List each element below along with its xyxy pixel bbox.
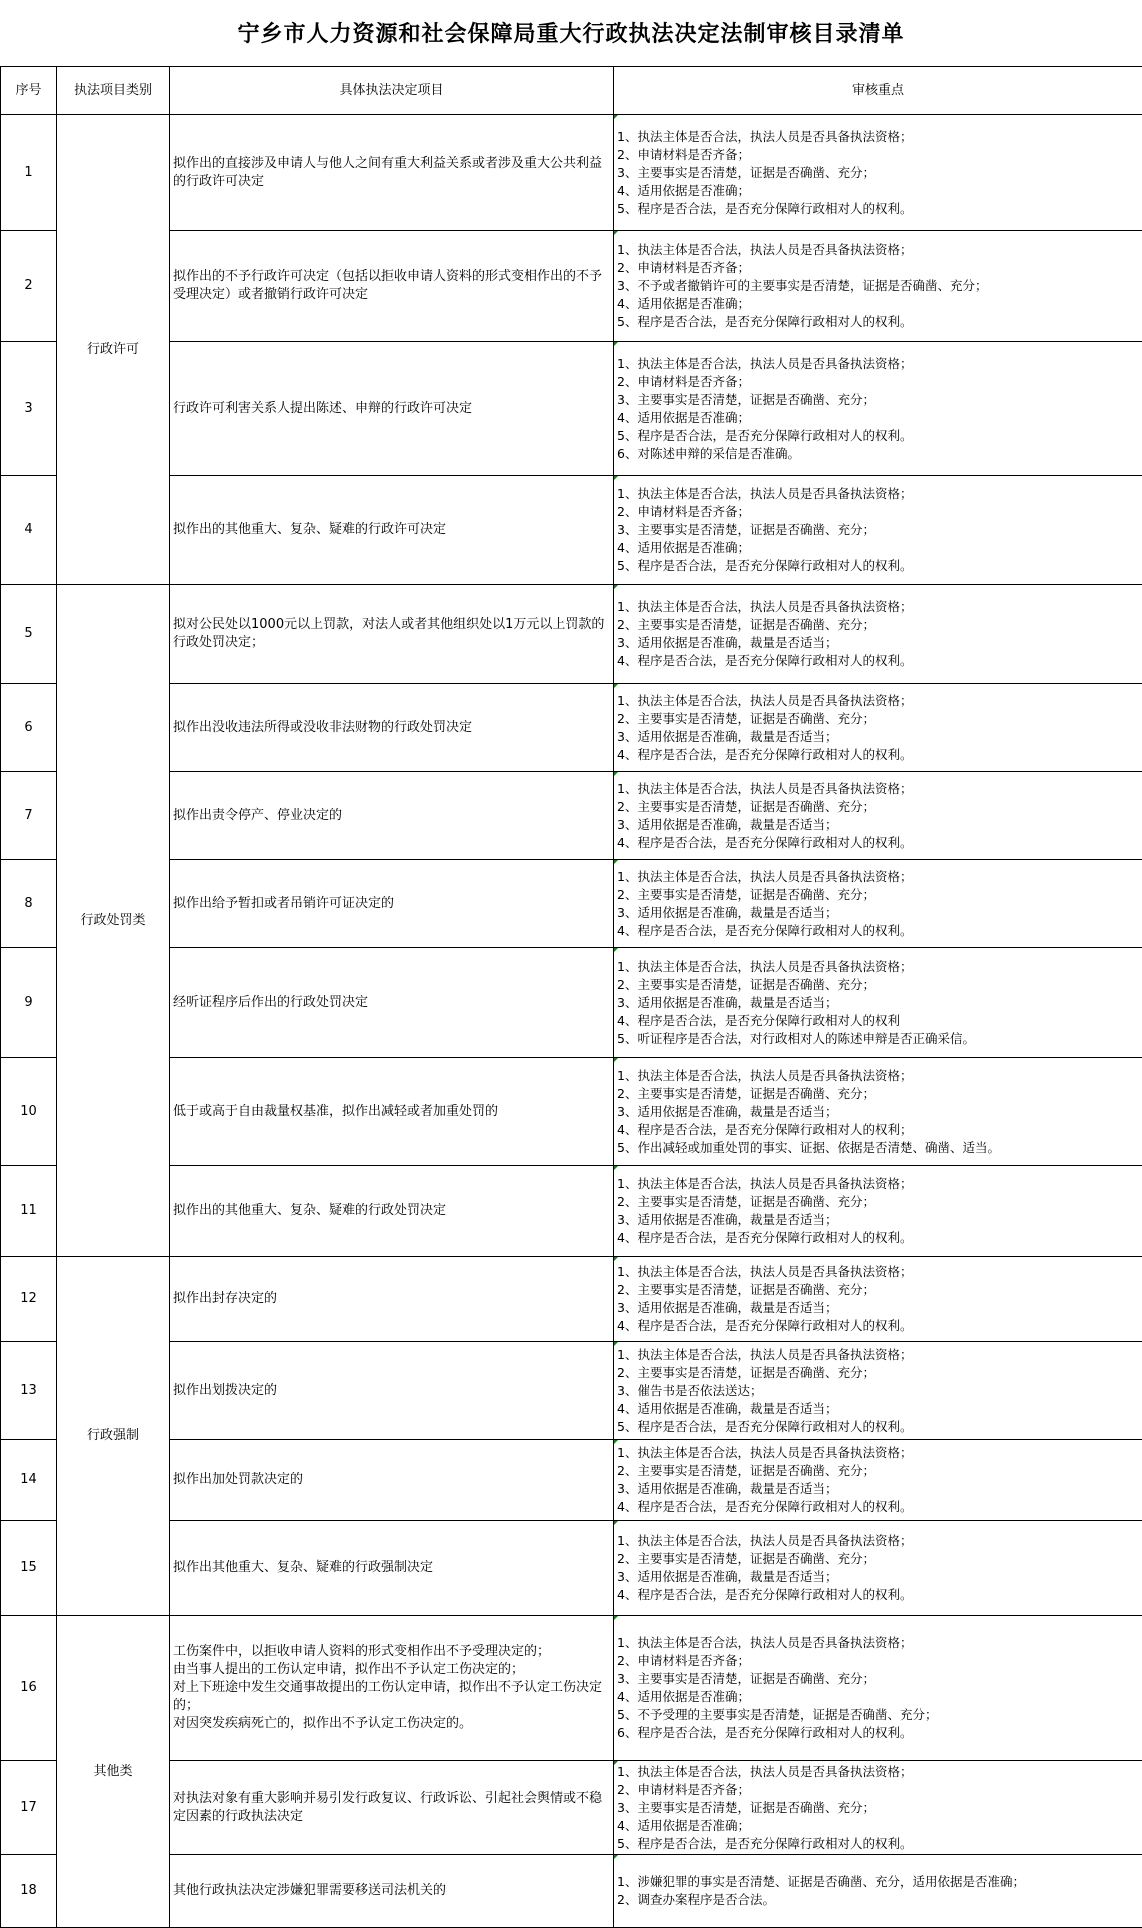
row-number: 15 xyxy=(1,1521,57,1616)
decision-item-cell xyxy=(170,1257,614,1342)
row-number: 14 xyxy=(1,1440,57,1521)
decision-item-text: 拟作出的不予行政许可决定（包括以拒收申请人资料的形式变相作出的不予受理决定）或者撤销行政许可决定 xyxy=(173,268,610,304)
page-title: 宁乡市人力资源和社会保障局重大行政执法决定法制审核目录清单 xyxy=(0,0,1142,66)
review-focus-line: 5、听证程序是否合法，对行政相对人的陈述申辩是否正确采信。 xyxy=(617,1030,1139,1048)
decision-item-cell xyxy=(170,476,614,585)
table-body xyxy=(1,115,1142,1928)
decision-item-text: 拟作出封存决定的 xyxy=(173,1290,610,1308)
decision-item-cell xyxy=(170,342,614,476)
header-category: 执法项目类别 xyxy=(57,67,170,115)
review-focus-line: 2、申请材料是否齐备； xyxy=(617,503,1139,521)
row-number: 9 xyxy=(1,948,57,1058)
decision-item-cell xyxy=(170,1440,614,1521)
review-focus-line: 2、申请材料是否齐备； xyxy=(617,1652,1139,1670)
review-focus-line: 4、适用依据是否准确； xyxy=(617,409,1139,427)
table-row xyxy=(1,1440,1142,1521)
row-number: 3 xyxy=(1,342,57,476)
header-no: 序号 xyxy=(1,67,57,115)
table-row xyxy=(1,342,1142,476)
review-focus-line: 1、执法主体是否合法，执法人员是否具备执法资格； xyxy=(617,1634,1139,1652)
review-focus-line: 4、程序是否合法，是否充分保障行政相对人的权利。 xyxy=(617,922,1139,940)
row-number: 11 xyxy=(1,1166,57,1257)
category-cell: 其他类 xyxy=(57,1616,170,1928)
review-focus-line: 3、主要事实是否清楚，证据是否确凿、充分； xyxy=(617,521,1139,539)
decision-item-cell xyxy=(170,684,614,772)
review-focus-line: 1、执法主体是否合法，执法人员是否具备执法资格； xyxy=(617,241,1139,259)
review-focus-line: 2、申请材料是否齐备； xyxy=(617,1781,1139,1799)
table-row xyxy=(1,1855,1142,1928)
review-focus-line: 6、程序是否合法，是否充分保障行政相对人的权利。 xyxy=(617,1724,1139,1742)
row-number: 7 xyxy=(1,772,57,860)
decision-item-text: 对因突发疾病死亡的，拟作出不予认定工伤决定的。 xyxy=(173,1715,610,1733)
review-focus-line: 1、执法主体是否合法，执法人员是否具备执法资格； xyxy=(617,1346,1139,1364)
table-row xyxy=(1,860,1142,948)
review-focus-line: 3、适用依据是否准确，裁量是否适当； xyxy=(617,1299,1139,1317)
review-focus-cell xyxy=(614,1521,1142,1616)
review-focus-line: 3、适用依据是否准确，裁量是否适当； xyxy=(617,1480,1139,1498)
decision-item-text: 拟作出的其他重大、复杂、疑难的行政许可决定 xyxy=(173,521,610,539)
review-focus-line: 1、执法主体是否合法，执法人员是否具备执法资格； xyxy=(617,485,1139,503)
review-focus-line: 5、程序是否合法，是否充分保障行政相对人的权利。 xyxy=(617,1835,1139,1853)
review-focus-line: 4、程序是否合法，是否充分保障行政相对人的权利 xyxy=(617,1012,1139,1030)
table-row xyxy=(1,1761,1142,1855)
decision-item-cell xyxy=(170,1342,614,1440)
review-focus-line: 5、程序是否合法，是否充分保障行政相对人的权利。 xyxy=(617,313,1139,331)
review-focus-line: 4、程序是否合法，是否充分保障行政相对人的权利。 xyxy=(617,652,1139,670)
table-row xyxy=(1,772,1142,860)
review-focus-line: 3、适用依据是否准确，裁量是否适当； xyxy=(617,1211,1139,1229)
review-focus-line: 2、主要事实是否清楚，证据是否确凿、充分； xyxy=(617,710,1139,728)
row-number: 4 xyxy=(1,476,57,585)
row-number: 1 xyxy=(1,115,57,231)
row-number: 17 xyxy=(1,1761,57,1855)
decision-item-text: 拟作出其他重大、复杂、疑难的行政强制决定 xyxy=(173,1559,610,1577)
table-row xyxy=(1,948,1142,1058)
decision-item-text: 对执法对象有重大影响并易引发行政复议、行政诉讼、引起社会舆情或不稳定因素的行政执法决定 xyxy=(173,1790,610,1826)
category-cell: 行政处罚类 xyxy=(57,585,170,1257)
review-focus-line: 1、执法主体是否合法，执法人员是否具备执法资格； xyxy=(617,598,1139,616)
review-focus-line: 1、执法主体是否合法，执法人员是否具备执法资格； xyxy=(617,1175,1139,1193)
decision-item-text: 行政许可利害关系人提出陈述、申辩的行政许可决定 xyxy=(173,400,610,418)
decision-item-cell xyxy=(170,1521,614,1616)
table-row xyxy=(1,1058,1142,1166)
review-focus-cell xyxy=(614,684,1142,772)
decision-item-cell xyxy=(170,585,614,684)
table-row xyxy=(1,1342,1142,1440)
decision-item-cell xyxy=(170,1855,614,1928)
review-focus-cell xyxy=(614,948,1142,1058)
decision-item-text: 经听证程序后作出的行政处罚决定 xyxy=(173,994,610,1012)
review-focus-line: 4、适用依据是否准确； xyxy=(617,295,1139,313)
decision-item-cell xyxy=(170,860,614,948)
review-focus-line: 3、适用依据是否准确，裁量是否适当； xyxy=(617,1103,1139,1121)
review-focus-line: 3、主要事实是否清楚，证据是否确凿、充分； xyxy=(617,164,1139,182)
decision-item-cell xyxy=(170,772,614,860)
review-focus-line: 5、程序是否合法，是否充分保障行政相对人的权利。 xyxy=(617,1418,1139,1436)
review-focus-line: 1、执法主体是否合法，执法人员是否具备执法资格； xyxy=(617,780,1139,798)
review-focus-line: 4、程序是否合法，是否充分保障行政相对人的权利。 xyxy=(617,1586,1139,1604)
decision-item-text: 拟对公民处以1000元以上罚款，对法人或者其他组织处以1万元以上罚款的行政处罚决定； xyxy=(173,616,610,652)
review-focus-line: 4、适用依据是否准确； xyxy=(617,539,1139,557)
table-row xyxy=(1,1166,1142,1257)
table-row xyxy=(1,1616,1142,1761)
row-number: 13 xyxy=(1,1342,57,1440)
review-catalog-table xyxy=(0,66,1142,1928)
review-focus-line: 6、对陈述申辩的采信是否准确。 xyxy=(617,445,1139,463)
review-focus-cell xyxy=(614,115,1142,231)
review-focus-line: 4、程序是否合法，是否充分保障行政相对人的权利。 xyxy=(617,1317,1139,1335)
review-focus-line: 4、适用依据是否准确； xyxy=(617,1817,1139,1835)
header-item: 具体执法决定项目 xyxy=(170,67,614,115)
row-number: 6 xyxy=(1,684,57,772)
row-number: 2 xyxy=(1,231,57,342)
review-focus-line: 1、执法主体是否合法，执法人员是否具备执法资格； xyxy=(617,355,1139,373)
review-focus-line: 5、程序是否合法，是否充分保障行政相对人的权利。 xyxy=(617,557,1139,575)
table-header-row xyxy=(1,67,1142,115)
decision-item-text: 拟作出责令停产、停业决定的 xyxy=(173,807,610,825)
row-number: 10 xyxy=(1,1058,57,1166)
review-focus-line: 2、主要事实是否清楚，证据是否确凿、充分； xyxy=(617,1550,1139,1568)
review-focus-line: 2、主要事实是否清楚，证据是否确凿、充分； xyxy=(617,976,1139,994)
decision-item-text: 工伤案件中，以拒收申请人资料的形式变相作出不予受理决定的； xyxy=(173,1643,610,1661)
review-focus-line: 1、执法主体是否合法，执法人员是否具备执法资格； xyxy=(617,1067,1139,1085)
decision-item-cell xyxy=(170,1166,614,1257)
decision-item-text: 拟作出的其他重大、复杂、疑难的行政处罚决定 xyxy=(173,1202,610,1220)
review-focus-line: 1、执法主体是否合法，执法人员是否具备执法资格； xyxy=(617,1444,1139,1462)
review-focus-line: 3、不予或者撤销许可的主要事实是否清楚，证据是否确凿、充分； xyxy=(617,277,1139,295)
review-focus-line: 3、催告书是否依法送达； xyxy=(617,1382,1139,1400)
review-focus-line: 5、不予受理的主要事实是否清楚，证据是否确凿、充分； xyxy=(617,1706,1139,1724)
review-focus-line: 4、程序是否合法，是否充分保障行政相对人的权利； xyxy=(617,1121,1139,1139)
review-focus-line: 3、主要事实是否清楚，证据是否确凿、充分； xyxy=(617,1799,1139,1817)
review-focus-line: 1、执法主体是否合法，执法人员是否具备执法资格； xyxy=(617,692,1139,710)
review-focus-line: 3、适用依据是否准确，裁量是否适当； xyxy=(617,634,1139,652)
decision-item-text: 拟作出的直接涉及申请人与他人之间有重大利益关系或者涉及重大公共利益的行政许可决定 xyxy=(173,155,610,191)
review-focus-line: 5、程序是否合法，是否充分保障行政相对人的权利。 xyxy=(617,200,1139,218)
review-focus-line: 2、主要事实是否清楚，证据是否确凿、充分； xyxy=(617,1193,1139,1211)
review-focus-line: 2、主要事实是否清楚，证据是否确凿、充分； xyxy=(617,798,1139,816)
table-row xyxy=(1,684,1142,772)
review-focus-line: 5、程序是否合法，是否充分保障行政相对人的权利。 xyxy=(617,427,1139,445)
review-focus-cell xyxy=(614,1342,1142,1440)
review-focus-cell xyxy=(614,585,1142,684)
decision-item-cell xyxy=(170,115,614,231)
table-row xyxy=(1,1257,1142,1342)
review-focus-line: 3、适用依据是否准确，裁量是否适当； xyxy=(617,904,1139,922)
review-focus-cell xyxy=(614,1761,1142,1855)
review-focus-line: 4、程序是否合法，是否充分保障行政相对人的权利。 xyxy=(617,746,1139,764)
review-focus-line: 1、执法主体是否合法，执法人员是否具备执法资格； xyxy=(617,958,1139,976)
decision-item-text: 拟作出给予暂扣或者吊销许可证决定的 xyxy=(173,895,610,913)
review-focus-line: 3、主要事实是否清楚，证据是否确凿、充分； xyxy=(617,391,1139,409)
decision-item-text: 低于或高于自由裁量权基准，拟作出减轻或者加重处罚的 xyxy=(173,1103,610,1121)
category-cell: 行政强制 xyxy=(57,1257,170,1616)
table-row xyxy=(1,115,1142,231)
review-focus-line: 2、申请材料是否齐备； xyxy=(617,259,1139,277)
review-focus-cell xyxy=(614,772,1142,860)
review-focus-cell xyxy=(614,476,1142,585)
decision-item-text: 对上下班途中发生交通事故提出的工伤认定申请，拟作出不予认定工伤决定的； xyxy=(173,1679,610,1715)
review-focus-line: 2、主要事实是否清楚，证据是否确凿、充分； xyxy=(617,1281,1139,1299)
review-focus-line: 4、程序是否合法，是否充分保障行政相对人的权利。 xyxy=(617,834,1139,852)
review-focus-line: 4、程序是否合法，是否充分保障行政相对人的权利。 xyxy=(617,1229,1139,1247)
review-focus-cell xyxy=(614,231,1142,342)
review-focus-cell xyxy=(614,1440,1142,1521)
review-focus-line: 2、主要事实是否清楚，证据是否确凿、充分； xyxy=(617,1364,1139,1382)
row-number: 18 xyxy=(1,1855,57,1928)
review-focus-line: 1、执法主体是否合法，执法人员是否具备执法资格； xyxy=(617,1763,1139,1781)
table-row xyxy=(1,1521,1142,1616)
review-focus-cell xyxy=(614,860,1142,948)
review-focus-line: 1、执法主体是否合法，执法人员是否具备执法资格； xyxy=(617,1263,1139,1281)
review-focus-line: 3、主要事实是否清楚，证据是否确凿、充分； xyxy=(617,1670,1139,1688)
review-focus-line: 3、适用依据是否准确，裁量是否适当； xyxy=(617,1568,1139,1586)
decision-item-text: 拟作出加处罚款决定的 xyxy=(173,1471,610,1489)
table-row xyxy=(1,585,1142,684)
row-number: 12 xyxy=(1,1257,57,1342)
review-focus-line: 4、适用依据是否准确； xyxy=(617,1688,1139,1706)
review-focus-cell xyxy=(614,1058,1142,1166)
review-focus-cell xyxy=(614,342,1142,476)
review-focus-line: 4、适用依据是否准确； xyxy=(617,182,1139,200)
category-cell: 行政许可 xyxy=(57,115,170,585)
review-focus-line: 1、执法主体是否合法，执法人员是否具备执法资格； xyxy=(617,868,1139,886)
review-focus-cell xyxy=(614,1166,1142,1257)
review-focus-line: 2、主要事实是否清楚，证据是否确凿、充分； xyxy=(617,616,1139,634)
decision-item-cell xyxy=(170,1616,614,1761)
review-focus-line: 2、申请材料是否齐备； xyxy=(617,373,1139,391)
review-focus-line: 2、主要事实是否清楚，证据是否确凿、充分； xyxy=(617,886,1139,904)
review-focus-line: 4、适用依据是否准确，裁量是否适当； xyxy=(617,1400,1139,1418)
review-focus-line: 3、适用依据是否准确，裁量是否适当； xyxy=(617,816,1139,834)
review-focus-line: 3、适用依据是否准确，裁量是否适当； xyxy=(617,728,1139,746)
decision-item-cell xyxy=(170,1058,614,1166)
table-row xyxy=(1,231,1142,342)
review-focus-line: 2、调查办案程序是否合法。 xyxy=(617,1891,1139,1909)
review-focus-line: 4、程序是否合法，是否充分保障行政相对人的权利。 xyxy=(617,1498,1139,1516)
review-focus-line: 2、申请材料是否齐备； xyxy=(617,146,1139,164)
review-focus-line: 5、作出减轻或加重处罚的事实、证据、依据是否清楚、确凿、适当。 xyxy=(617,1139,1139,1157)
review-focus-cell xyxy=(614,1616,1142,1761)
header-focus: 审核重点 xyxy=(614,67,1142,115)
row-number: 5 xyxy=(1,585,57,684)
decision-item-text: 拟作出划拨决定的 xyxy=(173,1382,610,1400)
decision-item-text: 由当事人提出的工伤认定申请，拟作出不予认定工伤决定的； xyxy=(173,1661,610,1679)
review-focus-cell xyxy=(614,1257,1142,1342)
decision-item-cell xyxy=(170,231,614,342)
decision-item-cell xyxy=(170,948,614,1058)
review-focus-line: 1、执法主体是否合法，执法人员是否具备执法资格； xyxy=(617,128,1139,146)
review-focus-cell xyxy=(614,1855,1142,1928)
row-number: 16 xyxy=(1,1616,57,1761)
review-focus-line: 2、主要事实是否清楚，证据是否确凿、充分； xyxy=(617,1462,1139,1480)
review-focus-line: 3、适用依据是否准确，裁量是否适当； xyxy=(617,994,1139,1012)
table-row xyxy=(1,476,1142,585)
decision-item-text: 拟作出没收违法所得或没收非法财物的行政处罚决定 xyxy=(173,719,610,737)
row-number: 8 xyxy=(1,860,57,948)
decision-item-text: 其他行政执法决定涉嫌犯罪需要移送司法机关的 xyxy=(173,1882,610,1900)
review-focus-line: 1、执法主体是否合法，执法人员是否具备执法资格； xyxy=(617,1532,1139,1550)
review-focus-line: 2、主要事实是否清楚，证据是否确凿、充分； xyxy=(617,1085,1139,1103)
decision-item-cell xyxy=(170,1761,614,1855)
review-focus-line: 1、涉嫌犯罪的事实是否清楚、证据是否确凿、充分，适用依据是否准确； xyxy=(617,1873,1139,1891)
